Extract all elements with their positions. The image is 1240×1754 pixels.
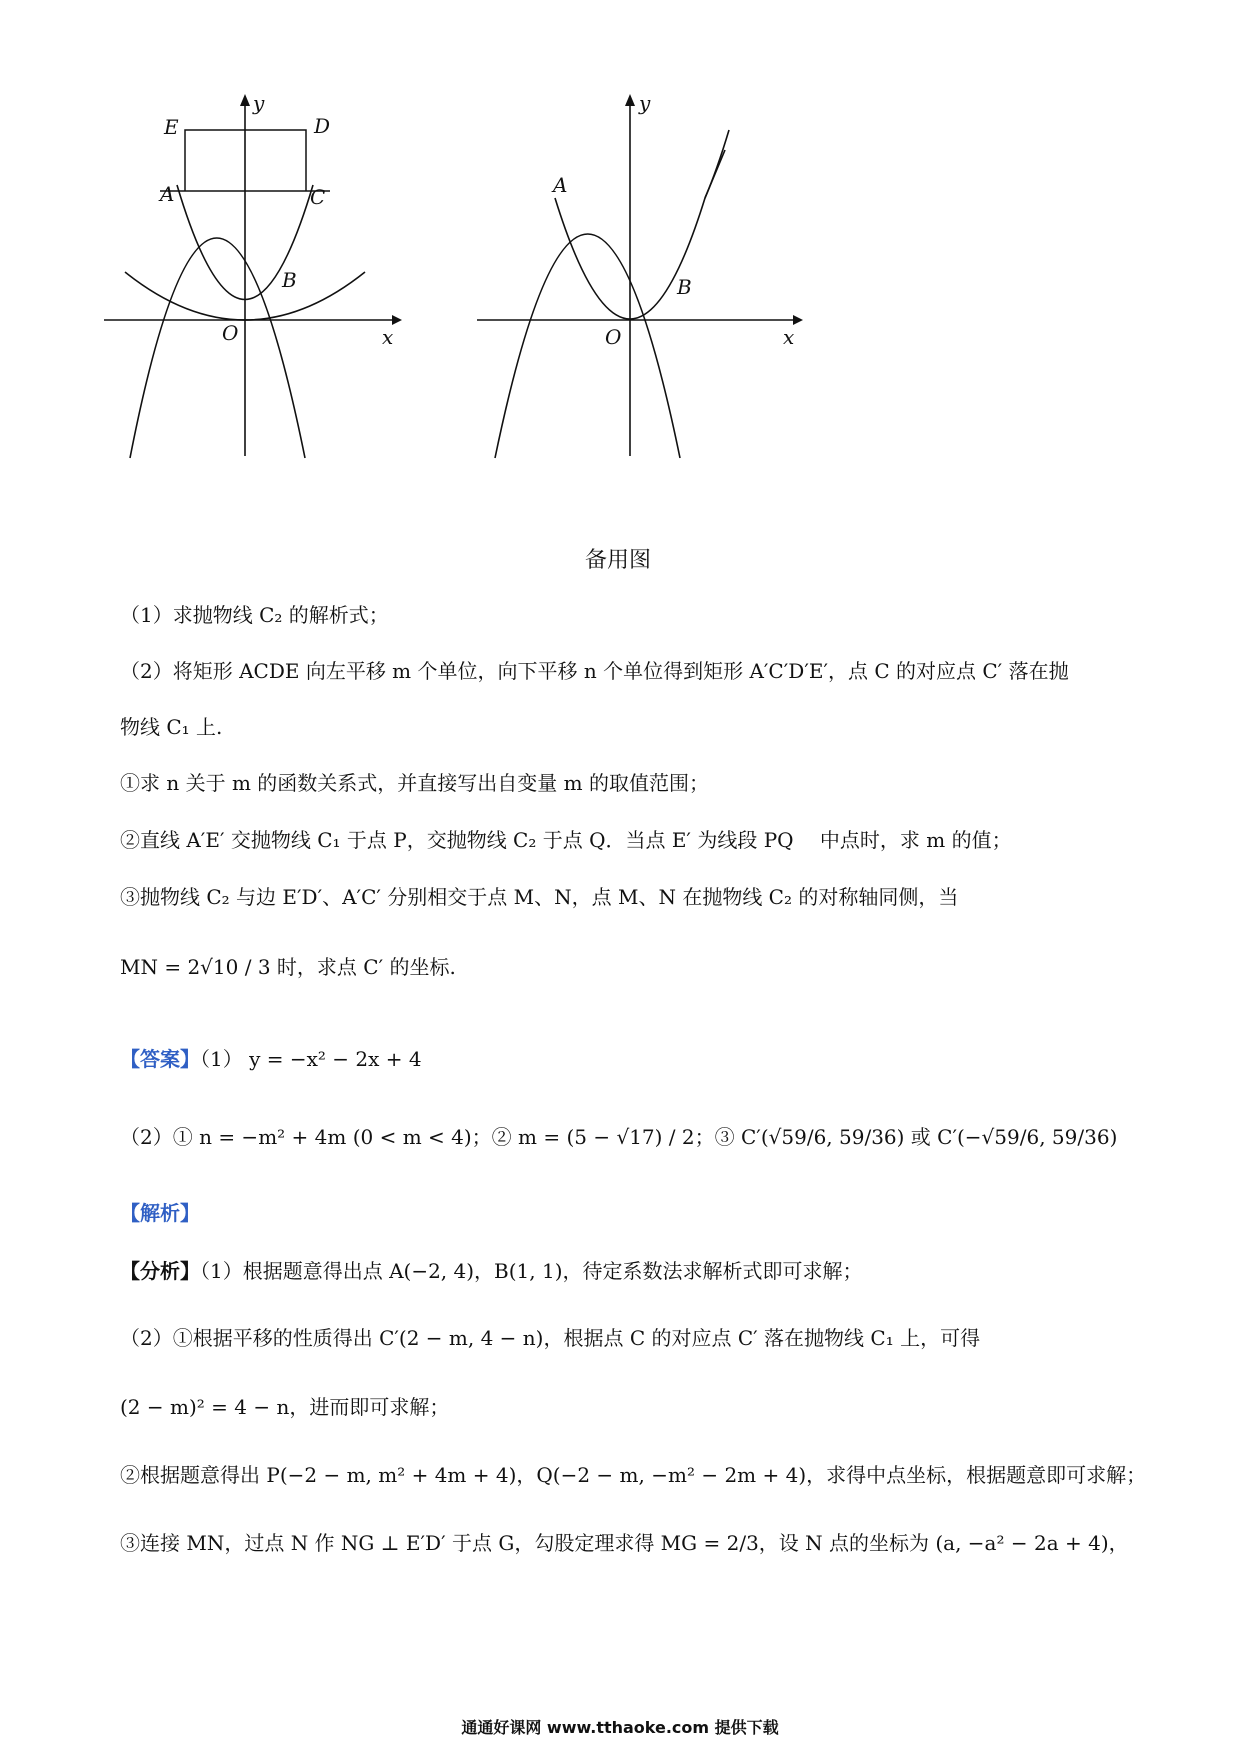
figure-2-parabolas [465, 90, 810, 510]
fen-tag: 【分析】 [120, 1259, 200, 1283]
question-part-2-cont: 物线 C₁ 上. [120, 715, 223, 739]
label-a: A [553, 173, 568, 197]
figure-caption: 备用图 [585, 548, 652, 573]
question-part-2-1: ①求 n 关于 m 的函数关系式，并直接写出自变量 m 的取值范围； [120, 771, 709, 795]
question-mn-condition: MN = 2√10 / 3 时，求点 C′ 的坐标. [120, 955, 456, 979]
analysis-line-5: ③连接 MN，过点 N 作 NG ⊥ E′D′ 于点 G，勾股定理求得 MG = 2/3，设 N 点的坐标为 (a, −a² − 2a + 4)， [120, 1531, 1129, 1555]
answer-line-1 [120, 1044, 422, 1074]
y-axis-arrow [240, 94, 250, 106]
label-x: x [382, 325, 394, 349]
page-footer: 通通好课网 www.tthaoke.com 提供下载 [461, 1718, 779, 1737]
analysis-tag-line [120, 1198, 200, 1228]
analysis-line-4: ②根据题意得出 P(−2 − m, m² + 4m + 4)，Q(−2 − m, −m² − 2m + 4)，求得中点坐标，根据题意即可求解； [120, 1463, 1147, 1487]
x-axis-arrow [392, 315, 402, 325]
analysis-line-3: (2 − m)² = 4 − n，进而即可求解； [120, 1395, 450, 1419]
analysis-line-1 [120, 1256, 863, 1286]
x-axis-arrow [793, 315, 803, 325]
question-part-2-3: ③抛物线 C₂ 与边 E′D′、A′C′ 分别相交于点 M、N，点 M、N 在抛物线 C₂ 的对称轴同侧，当 [120, 885, 959, 909]
label-a: A [160, 182, 175, 206]
label-c: C [310, 185, 326, 209]
parabola-c1-left [535, 150, 555, 198]
label-y: y [639, 91, 651, 115]
label-b: B [677, 275, 692, 299]
parabola-c1-curve [555, 150, 725, 319]
y-axis-arrow [625, 94, 635, 106]
label-b: B [282, 268, 297, 292]
label-y: y [253, 91, 265, 115]
answer-part-2: （2）① n = −m² + 4m (0 < m < 4)；② m = (5 − √17) / 2；③ C′(√59/6, 59/36) 或 C′(−√59/6, 59/36) [120, 1125, 1118, 1149]
answer-part-1: （1） y = −x² − 2x + 4 [200, 1047, 422, 1071]
label-e: E [164, 115, 179, 139]
label-o: O [605, 325, 622, 349]
parabola-c2 [495, 234, 680, 458]
label-o: O [222, 321, 239, 345]
label-x: x [783, 325, 795, 349]
question-part-2: （2）将矩形 ACDE 向左平移 m 个单位，向下平移 n 个单位得到矩形 A′C′D′E′，点 C 的对应点 C′ 落在抛 [120, 659, 1069, 683]
analysis-text-1: （1）根据题意得出点 A(−2, 4)，B(1, 1)，待定系数法求解析式即可求解； [200, 1259, 863, 1283]
analysis-tag: 【解析】 [120, 1201, 200, 1225]
label-d: D [314, 114, 331, 138]
question-part-2-2: ②直线 A′E′ 交抛物线 C₁ 于点 P，交抛物线 C₂ 于点 Q．当点 E′ 为线段 PQ 中点时，求 m 的值； [120, 828, 1012, 852]
parabola-c1-right [705, 130, 729, 198]
analysis-line-2: （2）①根据平移的性质得出 C′(2 − m, 4 − n)，根据点 C 的对应点 C′ 落在抛物线 C₁ 上，可得 [120, 1326, 981, 1350]
question-part-1: （1）求抛物线 C₂ 的解析式； [120, 603, 389, 627]
answer-tag: 【答案】 [120, 1047, 200, 1071]
figure-1-parabolas-rectangle [100, 90, 410, 510]
